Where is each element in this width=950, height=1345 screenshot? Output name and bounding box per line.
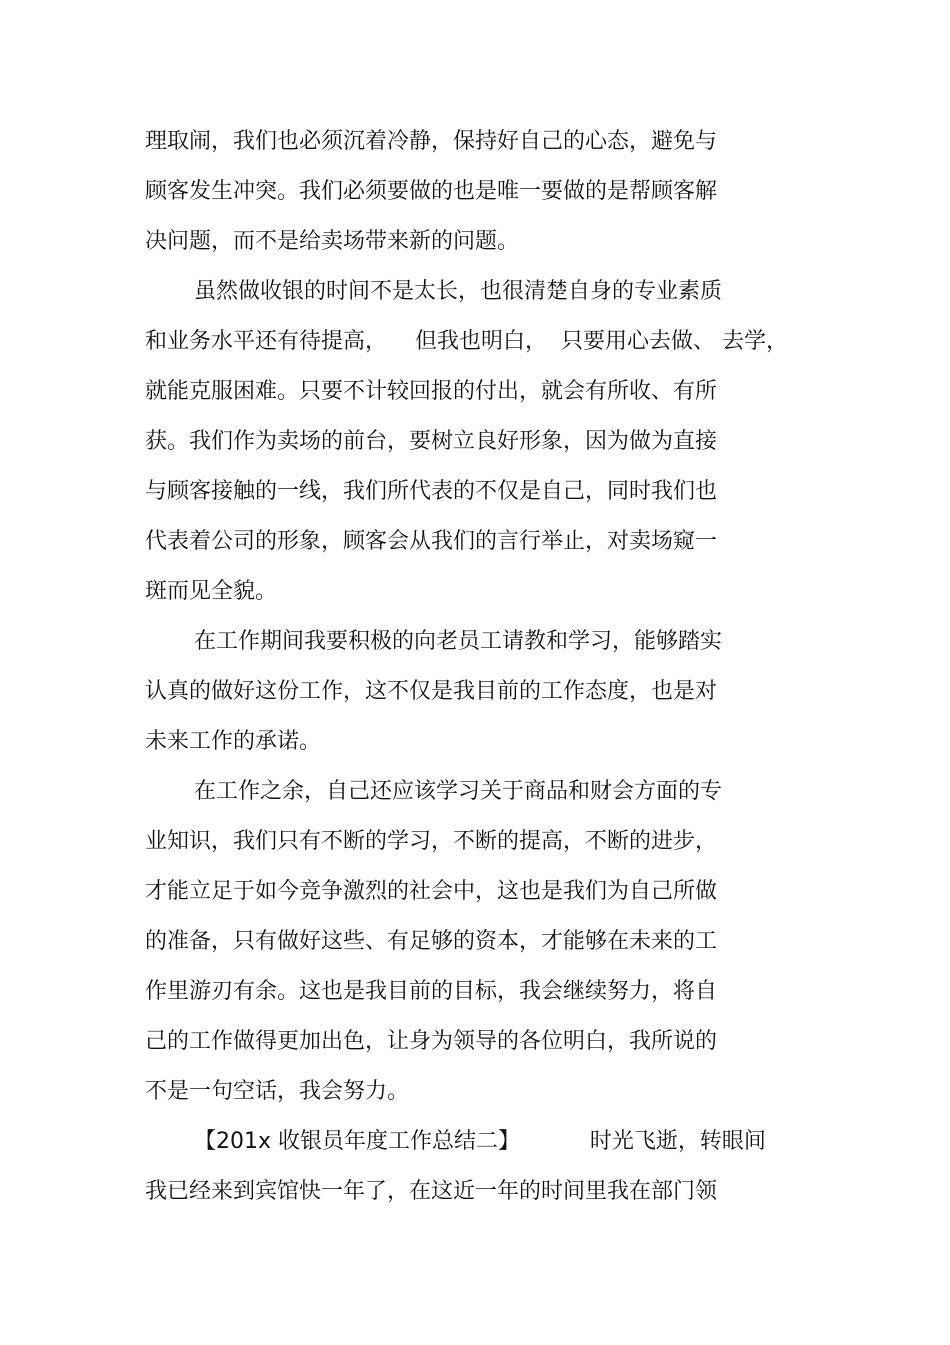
text-line: 就能克服困难。只要不计较回报的付出，就会有所收、有所 bbox=[145, 379, 718, 404]
paragraph-start-line: 虽然做收银的时间不是太长，也很清楚自身的专业素质 bbox=[194, 279, 723, 304]
paragraph-start-line: 在工作期间我要积极的向老员工请教和学习，能够踏实 bbox=[194, 629, 723, 654]
text-line: 顾客发生冲突。我们必须要做的也是唯一要做的是帮顾客解 bbox=[145, 179, 718, 204]
text-line: 决问题，而不是给卖场带来新的问题。 bbox=[145, 229, 520, 254]
text-line: 代表着公司的形象，顾客会从我们的言行举止，对卖场窥一 bbox=[145, 529, 718, 554]
text-line: 获。我们作为卖场的前台，要树立良好形象，因为做为直接 bbox=[145, 429, 718, 454]
text-line: 和业务水平还有待提高， 但我也明白， 只要用心去做、 去学， bbox=[145, 329, 788, 354]
text-line: 与顾客接触的一线，我们所代表的不仅是自己，同时我们也 bbox=[145, 479, 718, 504]
section-heading-line: 【201x 收银员年度工作总结二】 时光飞逝，转眼间 bbox=[194, 1129, 766, 1154]
text-line: 作里游刃有余。这也是我目前的目标，我会继续努力，将自 bbox=[145, 979, 718, 1004]
text-line: 不是一句空话，我会努力。 bbox=[145, 1079, 410, 1104]
text-line: 才能立足于如今竞争激烈的社会中，这也是我们为自己所做 bbox=[145, 879, 718, 904]
paragraph-start-line: 在工作之余，自己还应该学习关于商品和财会方面的专 bbox=[194, 779, 723, 804]
text-line: 理取闹，我们也必须沉着冷静，保持好自己的心态，避免与 bbox=[145, 129, 718, 154]
text-line: 的准备，只有做好这些、有足够的资本，才能够在未来的工 bbox=[145, 929, 718, 954]
text-line: 我已经来到宾馆快一年了，在这近一年的时间里我在部门领 bbox=[145, 1179, 718, 1204]
text-line: 己的工作做得更加出色，让身为领导的各位明白，我所说的 bbox=[145, 1029, 718, 1054]
text-line: 业知识，我们只有不断的学习，不断的提高，不断的进步， bbox=[145, 829, 718, 854]
text-line: 认真的做好这份工作，这不仅是我目前的工作态度，也是对 bbox=[145, 679, 718, 704]
text-line: 斑而见全貌。 bbox=[145, 579, 278, 604]
text-line: 未来工作的承诺。 bbox=[145, 729, 322, 754]
